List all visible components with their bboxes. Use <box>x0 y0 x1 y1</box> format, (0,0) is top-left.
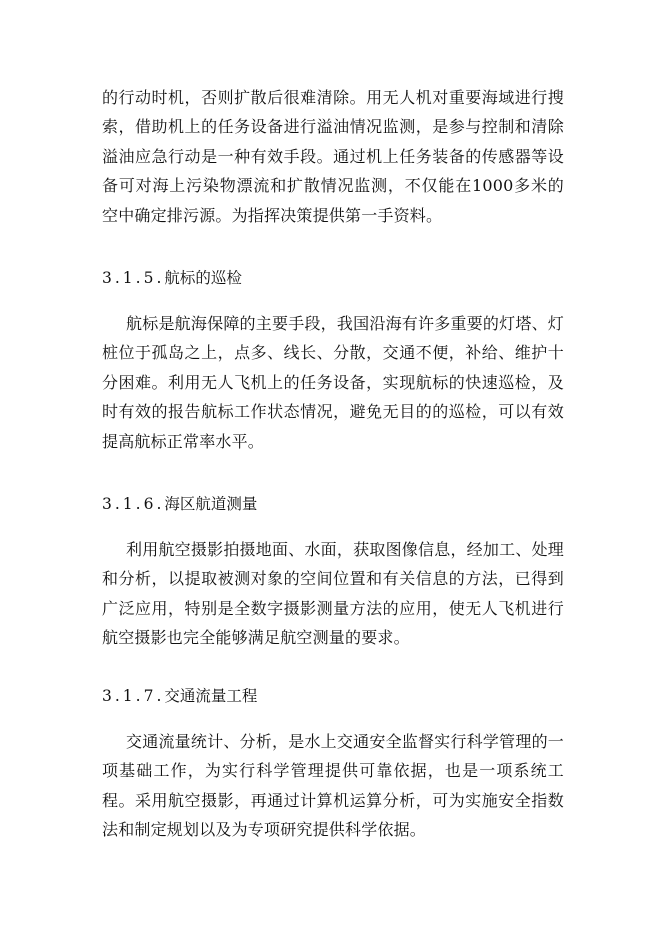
section-heading-3-1-6 <box>102 492 257 516</box>
section-number: 3.1.6. <box>102 495 165 513</box>
paragraph-beacon-inspection: 航标是航海保障的主要手段，我国沿海有许多重要的灯塔、灯桩位于孤岛之上，点多、线长、分散，交通不便，补给、维护十分困难。利用无人飞机上的任务设备，实现航标的快速巡检，及时有效的报告航标工作状态情况，避免无目的的巡检，可以有效提高航标正常率水平。 <box>102 314 564 451</box>
paragraph-traffic-flow: 交通流量统计、分析，是水上交通安全监督实行科学管理的一项基础工作，为实行科学管理提供可靠依据，也是一项系统工程。采用航空摄影，再通过计算机运算分析，可为实施安全指数法和制定规划以及为专项研究提供科学依据。 <box>102 732 564 840</box>
paragraph-oil-spill-monitoring: 的行动时机，否则扩散后很难清除。用无人机对重要海域进行搜索，借助机上的任务设备进行溢油情况监测，是参与控制和清除溢油应急行动是一种有效手段。通过机上任务装备的传感器等设备可对海上污染物漂流和扩散情况监测，不仅能在1000多米的空中确定排污源。为指挥决策提供第一手资料。 <box>102 88 564 225</box>
section-title: 海区航道测量 <box>164 495 258 513</box>
section-heading-3-1-5 <box>102 266 242 290</box>
section-number: 3.1.5. <box>102 269 165 287</box>
section-number: 3.1.7. <box>102 687 165 705</box>
section-title: 交通流量工程 <box>164 687 258 705</box>
paragraph-channel-survey: 利用航空摄影拍摄地面、水面，获取图像信息，经加工、处理和分析，以提取被测对象的空间位置和有关信息的方法，已得到广泛应用，特别是全数字摄影测量方法的应用，使无人飞机进行航空摄影也完全能够满足航空测量的要求。 <box>102 540 564 648</box>
section-heading-3-1-7 <box>102 684 257 708</box>
section-title: 航标的巡检 <box>164 269 242 287</box>
